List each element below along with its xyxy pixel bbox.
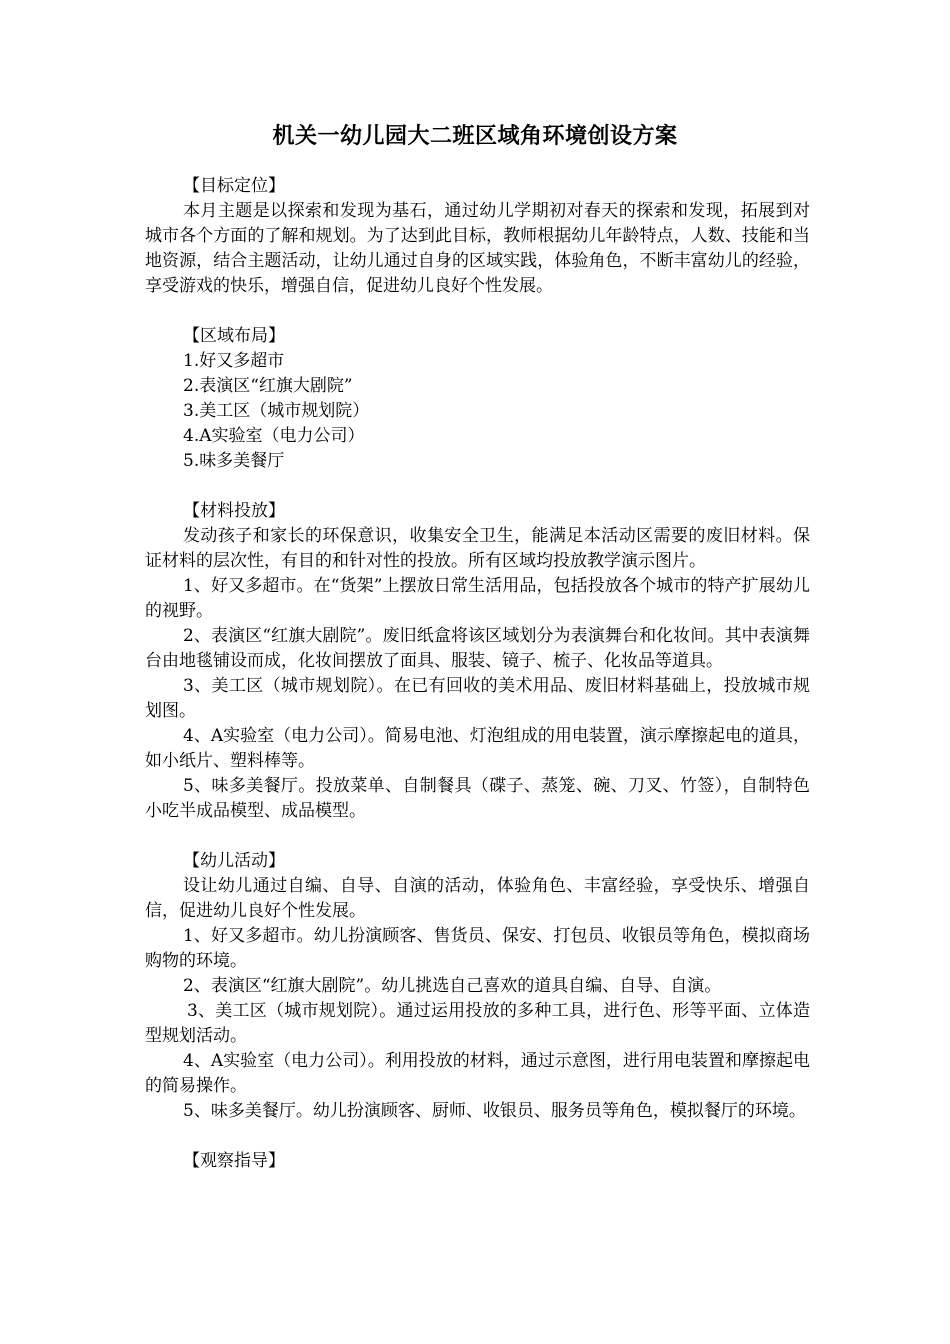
layout-item: 2.表演区“红旗大剧院” <box>183 376 353 396</box>
activities-paragraph: 2、表演区“红旗大剧院”。幼儿挑选自己喜欢的道具自编、自导、自演。 <box>183 976 722 996</box>
section-heading-goal: 【目标定位】 <box>183 176 285 196</box>
activities-paragraph: 3、美工区（城市规划院）。通过运用投放的多种工具，进行色、形等平面、立体造型规划活动。 <box>145 1001 810 1046</box>
section-spacer <box>145 1124 810 1149</box>
document-body <box>145 174 810 1174</box>
activities-paragraph: 4、A实验室（电力公司）。利用投放的材料，通过示意图，进行用电装置和摩擦起电的简易操作。 <box>145 1051 810 1096</box>
section-spacer <box>145 824 810 849</box>
materials-paragraph: 4、A实验室（电力公司）。简易电池、灯泡组成的用电装置，演示摩擦起电的道具，如小纸片、塑料棒等。 <box>145 726 810 771</box>
layout-item: 5.味多美餐厅 <box>183 451 285 471</box>
activities-paragraph: 1、好又多超市。幼儿扮演顾客、售货员、保安、打包员、收银员等角色，模拟商场购物的环境。 <box>145 926 810 971</box>
document-title: 机关一幼儿园大二班区域角环境创设方案 <box>272 124 678 149</box>
activities-paragraph: 设让幼儿通过自编、自导、自演的活动，体验角色、丰富经验，享受快乐、增强自信，促进幼儿良好个性发展。 <box>145 876 810 921</box>
section-heading-observe: 【观察指导】 <box>183 1151 285 1171</box>
section-heading-activities: 【幼儿活动】 <box>183 851 285 871</box>
section-spacer <box>145 299 810 324</box>
materials-paragraph: 1、好又多超市。在“货架”上摆放日常生活用品，包括投放各个城市的特产扩展幼儿的视野。 <box>145 576 810 621</box>
section-heading-layout: 【区域布局】 <box>183 326 285 346</box>
activities-paragraph: 5、味多美餐厅。幼儿扮演顾客、厨师、收银员、服务员等角色，模拟餐厅的环境。 <box>183 1101 806 1121</box>
section-heading-materials: 【材料投放】 <box>183 501 285 521</box>
materials-paragraph: 发动孩子和家长的环保意识，收集安全卫生，能满足本活动区需要的废旧材料。保证材料的层次性，有目的和针对性的投放。所有区域均投放教学演示图片。 <box>145 526 810 571</box>
materials-paragraph: 5、味多美餐厅。投放菜单、自制餐具（碟子、蒸笼、碗、刀叉、竹签），自制特色小吃半成品模型、成品模型。 <box>145 776 810 821</box>
layout-item: 4.A实验室（电力公司） <box>183 426 365 446</box>
goal-paragraph: 本月主题是以探索和发现为基石，通过幼儿学期初对春天的探索和发现，拓展到对城市各个方面的了解和规划。为了达到此目标，教师根据幼儿年龄特点，人数、技能和当地资源，结合主题活动，让幼儿通过自身的区域实践，体验角色，不断丰富幼儿的经验，享受游戏的快乐，增强自信，促进幼儿良好个性发展。 <box>145 201 810 296</box>
materials-paragraph: 2、表演区“红旗大剧院”。废旧纸盒将该区域划分为表演舞台和化妆间。其中表演舞台由地毯铺设而成，化妆间摆放了面具、服装、镜子、梳子、化妆品等道具。 <box>145 626 810 671</box>
layout-item: 1.好又多超市 <box>183 351 285 371</box>
section-spacer <box>145 474 810 499</box>
layout-item: 3.美工区（城市规划院） <box>183 401 370 421</box>
materials-paragraph: 3、美工区（城市规划院）。在已有回收的美术用品、废旧材料基础上，投放城市规划图。 <box>145 676 810 721</box>
